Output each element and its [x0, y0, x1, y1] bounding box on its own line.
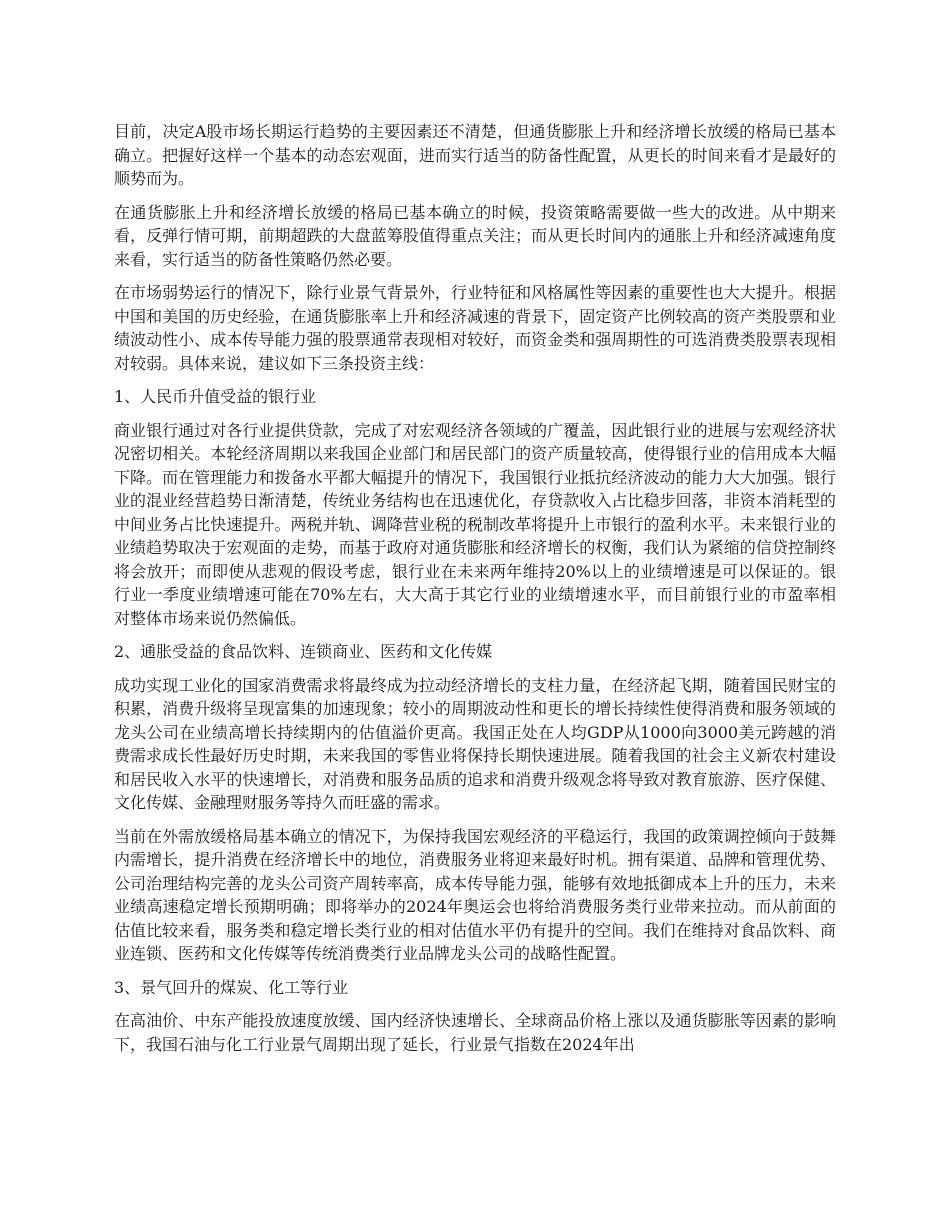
section-heading-banking: 1、人民币升值受益的银行业: [114, 387, 317, 406]
paragraph-strategy: 在通货膨胀上升和经济增长放缓的格局已基本确立的时候，投资策略需要做一些大的改进。从中期来看，反弹行情可期，前期超跌的大盘蓝筹股值得重点关注；而从更长时间内的通胀上升和经济减速角度来看，实行适当的防备性策略仍然必要。: [114, 202, 836, 269]
paragraph-coal-chemical: 在高油价、中东产能投放速度放缓、国内经济快速增长、全球商品价格上涨以及通货膨胀等因素的影响下，我国石油与化工行业景气周期出现了延长，行业景气指数在2024年出: [114, 1011, 836, 1054]
section-heading-coal-chemical: 3、景气回升的煤炭、化工等行业: [114, 977, 349, 997]
section-heading-consumer: 2、通胀受益的食品饮料、连锁商业、医药和文化传媒: [114, 642, 493, 661]
paragraph-banking: 商业银行通过对各行业提供贷款，完成了对宏观经济各领域的广覆盖，因此银行业的进展与宏观经济状况密切相关。本轮经济周期以来我国企业部门和居民部门的资产质量较高，使得银行业的信用成本大幅下降。而在管理能力和拨备水平都大幅提升的情况下，我国银行业抵抗经济波动的能力大大加强。银行业的混业经营趋势日渐清楚，传统业务结构也在迅速优化，存贷款收入占比稳步回落，非资本消耗型的中间业务占比快速提升。两税并轨、调降营业税的税制改革将提升上市银行的盈利水平。未来银行业的业绩趋势取决于宏观面的走势，而基于政府对通货膨胀和经济增长的权衡，我们认为紧缩的信贷控制终将会放开；而即使从悲观的假设考虑，银行业在未来两年维持20%以上的业绩增速是可以保证的。银行业一季度业绩增速可能在70%左右，大大高于其它行业的业绩增速水平，而目前银行业的市盈率相对整体市场来说仍然偏低。: [114, 420, 836, 628]
paragraph-consumer-demand: 成功实现工业化的国家消费需求将最终成为拉动经济增长的支柱力量，在经济起飞期，随着国民财宝的积累，消费升级将呈现富集的加速现象；较小的周期波动性和更长的增长持续性使得消费和服务领域的龙头公司在业绩高增长持续期内的估值溢价更高。我国正处在人均GDP从1000向3000美元跨越的消费需求成长性最好历史时期，未来我国的零售业将保持长期快速进展。随着我国的社会主义新农村建设和居民收入水平的快速增长，对消费和服务品质的追求和消费升级观念将导致对教育旅游、医疗保健、文化传媒、金融理财服务等持久而旺盛的需求。: [114, 675, 836, 812]
paragraph-intro: 目前，决定A股市场长期运行趋势的主要因素还不清楚，但通货膨胀上升和经济增长放缓的格局已基本确立。把握好这样一个基本的动态宏观面，进而实行适当的防备性配置，从更长的时间来看才是最好的顺势而为。: [114, 122, 836, 188]
paragraph-market: 在市场弱势运行的情况下，除行业景气背景外，行业特征和风格属性等因素的重要性也大大提升。根据中国和美国的历史经验，在通货膨胀率上升和经济减速的背景下，固定资产比例较高的资产类股票和业绩波动性小、成本传导能力强的股票通常表现相对较好，而资金类和强周期性的可选消费类股票表现相对较弱。具体来说，建议如下三条投资主线：: [114, 283, 836, 373]
paragraph-consumer-policy: 当前在外需放缓格局基本确立的情况下，为保持我国宏观经济的平稳运行，我国的政策调控倾向于鼓舞内需增长，提升消费在经济增长中的地位，消费服务业将迎来最好时机。拥有渠道、品牌和管理优势、公司治理结构完善的龙头公司资产周转率高，成本传导能力强，能够有效地抵御成本上升的压力，未来业绩高速稳定增长预期明确；即将举办的2024年奥运会也将给消费服务类行业带来拉动。而从前面的估值比较来看，服务类和稳定增长类行业的相对估值水平仍有提升的空间。我们在维持对食品饮料、商业连锁、医药和文化传媒等传统消费类行业品牌龙头公司的战略性配置。: [114, 826, 836, 963]
document-body: [114, 120, 836, 1066]
